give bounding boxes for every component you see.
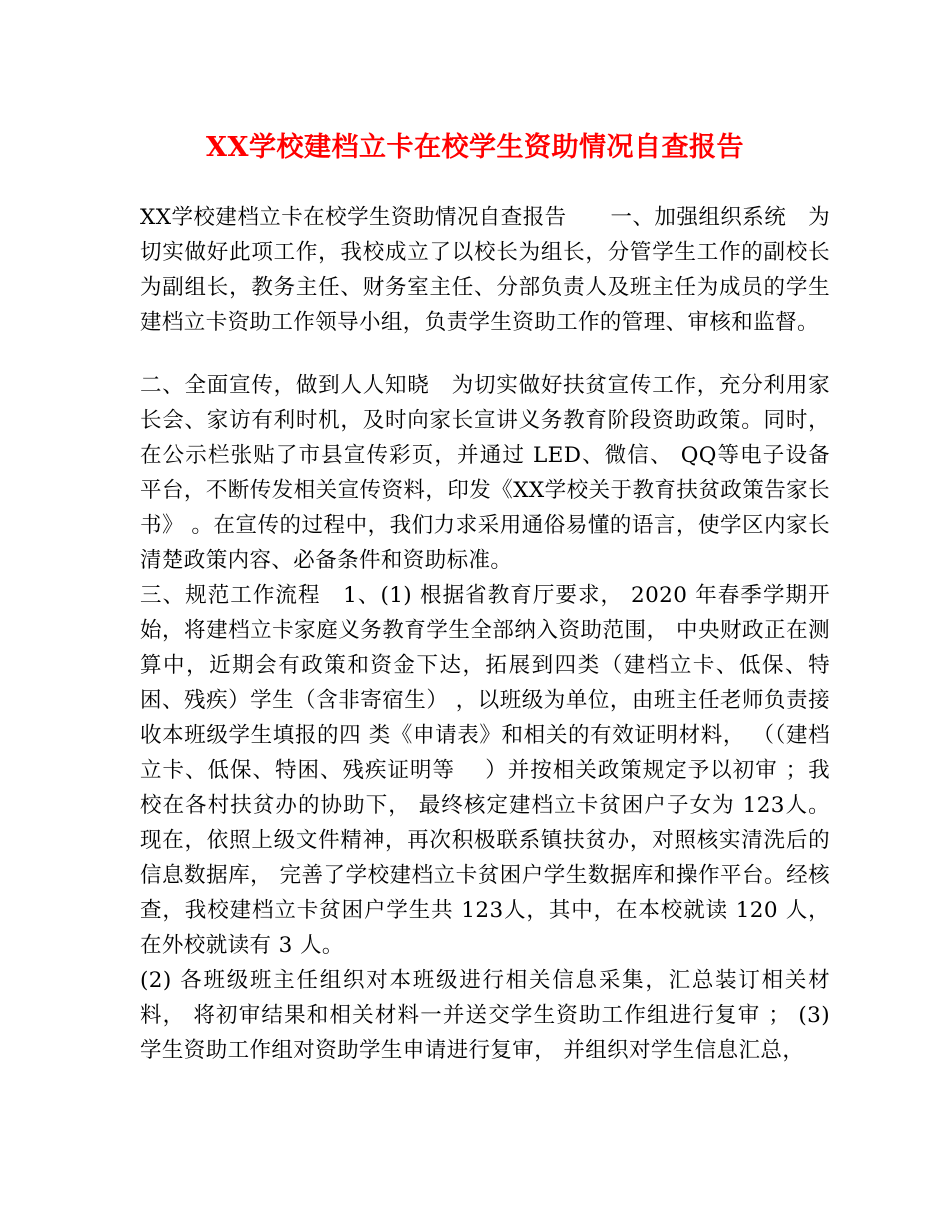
paragraph-review: (2) 各班级班主任组织对本班级进行相关信息采集，汇总装订相关材料， 将初审结果和相关材料一并送交学生资助工作组进行复审 ； (3) 学生资助工作组对资助学生申请进行复审， 并组织对学生信息汇总，	[140, 968, 830, 1063]
paragraph-organization: XX学校建档立卡在校学生资助情况自查报告 一、加强组织系统 为切实做好此项工作，我校成立了以校长为组长，分管学生工作的副校长为副组长，教务主任、财务室主任、分部负责人及班主任为成员的学生建档立卡资助工作领导小组，负责学生资助工作的管理、审核和监督。	[140, 205, 830, 335]
paragraph-workflow: 三、规范工作流程 1、(1) 根据省教育厅要求， 2020 年春季学期开始，将建档立卡家庭义务教育学生全部纳入资助范围， 中央财政正在测算中，近期会有政策和资金下达，拓展到四类（建档立卡、低保、特困、残疾）学生（含非寄宿生） ，以班级为单位，由班主任老师负责接收本班级学生填报的四 类《申请表》和相关的有效证明材料， （（建档立卡、低保、特困、残疾证明等 ）并按相关政策规定予以初审 ；我校在各村扶贫办的协助下， 最终核定建档立卡贫困户子女为 123人。现在，依照上级文件精神，再次积极联系镇扶贫办，对照核实清洗后的信息数据库， 完善了学校建档立卡贫困户学生数据库和操作平台。经核查，我校建档立卡贫困户学生共 123人，其中，在本校就读 120 人，在外校就读有 3 人。	[140, 583, 830, 958]
document-title: XX学校建档立卡在校学生资助情况自查报告	[206, 132, 744, 163]
document-body	[140, 200, 830, 1068]
paragraph-publicity: 二、全面宣传，做到人人知晓 为切实做好扶贫宣传工作，充分利用家长会、家访有利时机，及时向家长宣讲义务教育阶段资助政策。同时，在公示栏张贴了市县宣传彩页，并通过 LED、微信、 QQ等电子设备平台，不断传发相关宣传资料，印发《XX学校关于教育扶贫政策告家长书》 。在宣传的过程中，我们力求采用通俗易懂的语言，使学区内家长清楚政策内容、必备条件和资助标准。	[140, 373, 830, 573]
